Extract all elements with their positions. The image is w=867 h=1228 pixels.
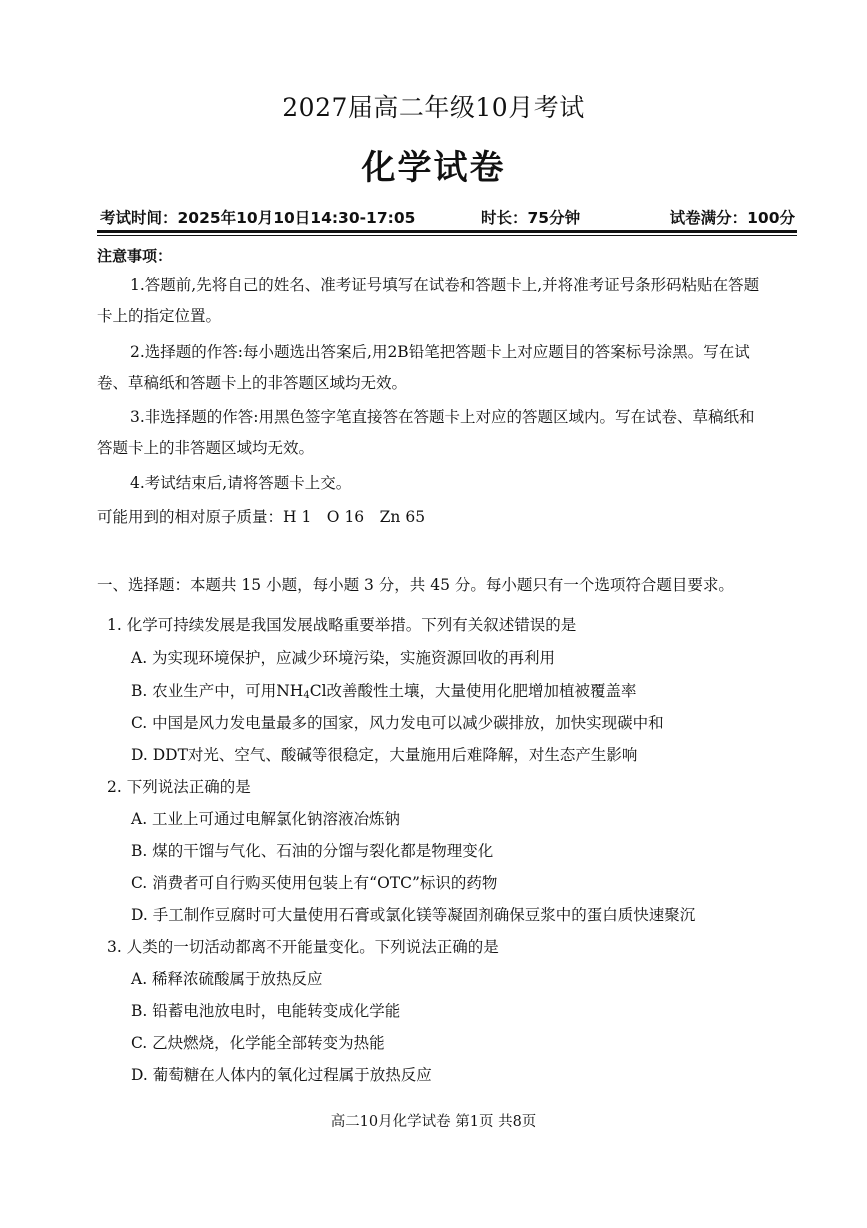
note-item-3 bbox=[97, 402, 797, 464]
section-1-heading: 一、选择题：本题共 15 小题，每小题 3 分，共 45 分。每小题只有一个选项符合题目要求。 bbox=[97, 576, 734, 594]
question-3-stem: 3. 人类的一切活动都离不开能量变化。下列说法正确的是 bbox=[107, 938, 499, 956]
question-2-option-a: A. 工业上可通过电解氯化钠溶液冶炼钠 bbox=[131, 810, 401, 828]
note-item-2 bbox=[97, 337, 797, 399]
question-1-stem: 1. 化学可持续发展是我国发展战略重要举措。下列有关叙述错误的是 bbox=[107, 616, 577, 634]
exam-duration: 时长：75分钟 bbox=[481, 209, 581, 227]
note-item-3-line-2: 答题卡上的非答题区域均无效。 bbox=[97, 439, 315, 457]
exam-full-score: 试卷满分：100分 bbox=[669, 209, 795, 227]
note-item-3-line-1: 3.非选择题的作答:用黑色签字笔直接答在答题卡上对应的答题区域内。写在试卷、草稿纸和 bbox=[130, 408, 755, 426]
question-2-option-c: C. 消费者可自行购买使用包装上有“OTC”标识的药物 bbox=[131, 874, 498, 892]
question-1-option-b-prefix: B. 农业生产中，可用NH bbox=[131, 682, 304, 700]
exam-title: 2027届高二年级10月考试 bbox=[282, 93, 585, 122]
question-3-option-b: B. 铅蓄电池放电时，电能转变成化学能 bbox=[131, 1002, 401, 1020]
question-1-option-b-subscript: 4 bbox=[303, 690, 310, 701]
question-1-option-b-suffix: Cl改善酸性土壤，大量使用化肥增加植被覆盖率 bbox=[309, 682, 637, 700]
atomic-mass-line: 可能用到的相对原子质量：H 1 O 16 Zn 65 bbox=[97, 508, 426, 526]
note-item-2-line-1: 2.选择题的作答:每小题选出答案后,用2B铅笔把答题卡上对应题目的答案标号涂黑。写在试 bbox=[130, 343, 750, 361]
note-item-1-line-2: 卡上的指定位置。 bbox=[97, 307, 222, 325]
question-1-option-b bbox=[131, 679, 637, 701]
notes-heading: 注意事项： bbox=[97, 247, 173, 265]
note-item-1 bbox=[97, 270, 797, 332]
question-3-option-a: A. 稀释浓硫酸属于放热反应 bbox=[131, 970, 323, 988]
question-3-option-d: D. 葡萄糖在人体内的氧化过程属于放热反应 bbox=[131, 1066, 432, 1084]
note-item-2-line-2: 卷、草稿纸和答题卡上的非答题区域均无效。 bbox=[97, 374, 408, 392]
question-1-option-d: D. DDT对光、空气、酸碱等很稳定，大量施用后难降解，对生态产生影响 bbox=[131, 746, 638, 764]
note-item-4-text: 4.考试结束后,请将答题卡上交。 bbox=[130, 474, 352, 492]
question-1-option-a: A. 为实现环境保护，应减少环境污染，实施资源回收的再利用 bbox=[131, 649, 556, 667]
question-1-option-c: C. 中国是风力发电量最多的国家，风力发电可以减少碳排放，加快实现碳中和 bbox=[131, 714, 664, 732]
question-3-option-c: C. 乙炔燃烧，化学能全部转变为热能 bbox=[131, 1034, 385, 1052]
header-divider-thick bbox=[97, 230, 797, 233]
page-footer: 高二10月化学试卷 第1页 共8页 bbox=[330, 1114, 537, 1130]
header-divider-thin bbox=[97, 235, 797, 236]
question-2-option-d: D. 手工制作豆腐时可大量使用石膏或氯化镁等凝固剂确保豆浆中的蛋白质快速聚沉 bbox=[131, 906, 696, 924]
note-item-1-line-1: 1.答题前,先将自己的姓名、准考证号填写在试卷和答题卡上,并将准考证号条形码粘贴在答题 bbox=[130, 276, 760, 294]
exam-time: 考试时间：2025年10月10日14:30-17:05 bbox=[100, 209, 416, 227]
question-2-stem: 2. 下列说法正确的是 bbox=[107, 778, 251, 796]
question-2-option-b: B. 煤的干馏与气化、石油的分馏与裂化都是物理变化 bbox=[131, 842, 494, 860]
note-item-4 bbox=[97, 468, 797, 499]
subject-title: 化学试卷 bbox=[361, 148, 506, 188]
